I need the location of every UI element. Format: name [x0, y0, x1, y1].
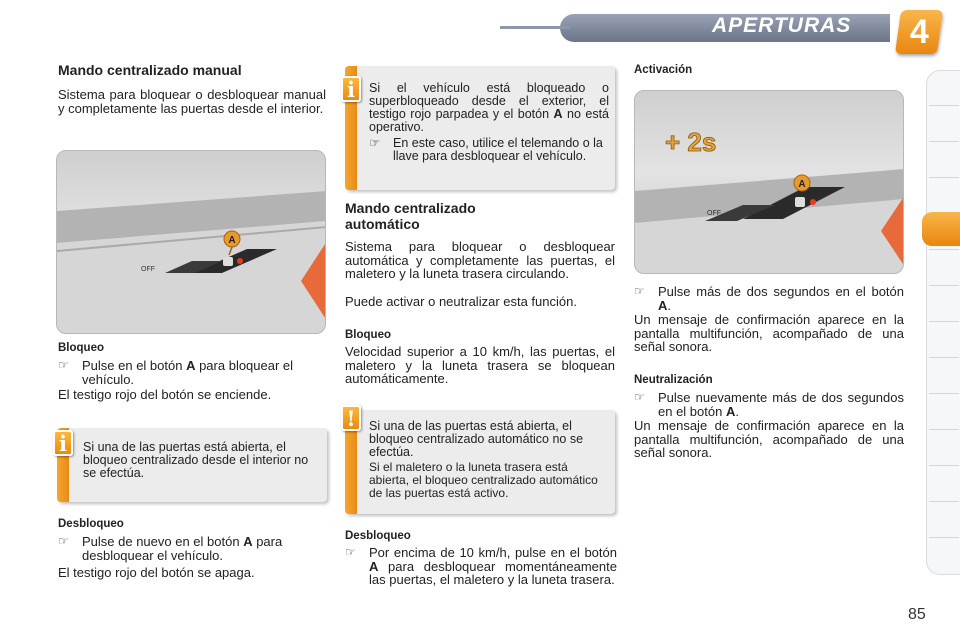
superlock-bullet-text: En este caso, utilice el telemando o la llave para desbloquear el vehículo.: [393, 136, 603, 163]
warning-icon: !: [341, 405, 361, 431]
auto-lock-heading: Bloqueo: [345, 329, 391, 341]
chapter-badge: [895, 10, 943, 54]
dashboard-drawing: [57, 151, 326, 334]
section-title-auto: Mando centralizado automático: [345, 200, 476, 232]
chapter-tab-divider: [929, 105, 959, 106]
off-label: OFF: [141, 266, 155, 273]
page-number: 85: [908, 606, 926, 623]
lock-instruction: [58, 359, 328, 386]
pointing-finger-icon: ☞: [634, 284, 645, 298]
neutralization-heading: Neutralización: [634, 374, 713, 386]
page-header: [0, 0, 960, 56]
chapter-tab-divider: [929, 537, 959, 538]
lock-icon: [795, 197, 805, 207]
warning-text-1: Si una de las puertas está abierta, el bloqueo centralizado automático no se efectúa.: [369, 419, 584, 459]
chapter-tab-divider: [929, 285, 959, 286]
activation-instruction: [634, 285, 904, 312]
chapter-tab-divider: [929, 429, 959, 430]
hold-duration-badge: + 2s: [665, 127, 717, 157]
chapter-tab-divider: [929, 393, 959, 394]
info-box-superlock: [345, 66, 615, 190]
chapter-tab-divider: [929, 465, 959, 466]
lock-instruction-text: Pulse en el botón A para bloquear el vehículo.: [82, 358, 294, 387]
info-icon: i: [341, 76, 361, 102]
auto-intro-2: Puede activar o neutralizar esta función.: [345, 294, 577, 309]
button-a-label: A: [228, 235, 236, 246]
superlock-text: Si el vehículo está bloqueado o superbloqueado desde el exterior, el testigo rojo parpadea y el botón A no está operativo.: [369, 81, 609, 134]
dashboard-drawing-activation: [635, 91, 904, 274]
info-box-manual: [57, 428, 327, 502]
chapter-tab-divider: [929, 321, 959, 322]
activation-note: Un mensaje de confirmación aparece en la pantalla multifunción, acompañado de una señal sonora.: [634, 312, 904, 354]
lock-icon: [223, 257, 233, 266]
manual-intro: Sistema para bloquear o desbloquear manual y completamente las puertas desde el interior.: [58, 87, 326, 116]
unlock-instruction-text: Pulse de nuevo en el botón A para desbloquear el vehículo.: [82, 534, 283, 563]
neutralization-instruction: [634, 391, 904, 418]
activation-heading: Activación: [634, 64, 693, 76]
chapter-title: APERTURAS: [712, 14, 852, 37]
section-title-manual: Mando centralizado manual: [58, 62, 242, 78]
auto-unlock-instruction: [345, 546, 617, 587]
neutralization-note: Un mensaje de confirmación aparece en la pantalla multifunción, acompañado de una señal sonora.: [634, 418, 904, 460]
pointing-finger-icon: ☞: [58, 534, 69, 548]
chapter-tab-divider: [929, 357, 959, 358]
auto-intro: Sistema para bloquear o desbloquear automática y completamente las puertas, el maletero y la luneta trasera circulando.: [345, 239, 615, 281]
warning-box-auto: [345, 410, 615, 514]
chapter-tab-divider: [929, 501, 959, 502]
auto-unlock-heading: Desbloqueo: [345, 530, 411, 542]
chapter-tab-divider: [929, 141, 959, 142]
chapter-tab-divider: [929, 249, 959, 250]
neutralization-text: Pulse nuevamente más de dos segundos en el botón A.: [658, 390, 904, 419]
pointing-finger-icon: ☞: [369, 136, 381, 150]
lock-heading: Bloqueo: [58, 342, 104, 354]
chapter-tab-divider: [929, 177, 959, 178]
unlock-instruction: [58, 535, 328, 562]
warning-text-2: Si el maletero o la luneta trasera está abierta, el bloqueo centralizado automático de las puertas está activo.: [369, 460, 598, 500]
unlock-heading: Desbloqueo: [58, 518, 124, 530]
activation-text: Pulse más de dos segundos en el botón A.: [658, 284, 904, 313]
lock-note: El testigo rojo del botón se enciende.: [58, 387, 272, 402]
off-label: OFF: [707, 210, 721, 217]
pointing-finger-icon: ☞: [634, 390, 645, 404]
superlock-bullet: [369, 137, 609, 163]
auto-unlock-text: Por encima de 10 km/h, pulse en el botón A para desbloquear momentáneamente las puertas, el maletero y la luneta trasera.: [369, 545, 617, 587]
dashboard-illustration-left: [56, 150, 326, 334]
chapter-tabs: [926, 70, 960, 575]
button-a-label: A: [798, 179, 806, 190]
info-icon: i: [53, 430, 73, 456]
info-box-text: Si una de las puertas está abierta, el bloqueo centralizado desde el interior no se efectúa.: [83, 440, 309, 480]
chapter-tab-active[interactable]: [922, 212, 960, 246]
dashboard-illustration-right: [634, 90, 904, 274]
chapter-number: 4: [909, 12, 929, 51]
unlock-note: El testigo rojo del botón se apaga.: [58, 565, 255, 580]
pointing-finger-icon: ☞: [345, 545, 356, 559]
auto-lock-text: Velocidad superior a 10 km/h, las puertas, el maletero y la luneta trasera se bloquean automáticamente.: [345, 344, 615, 386]
pointing-finger-icon: ☞: [58, 358, 69, 372]
